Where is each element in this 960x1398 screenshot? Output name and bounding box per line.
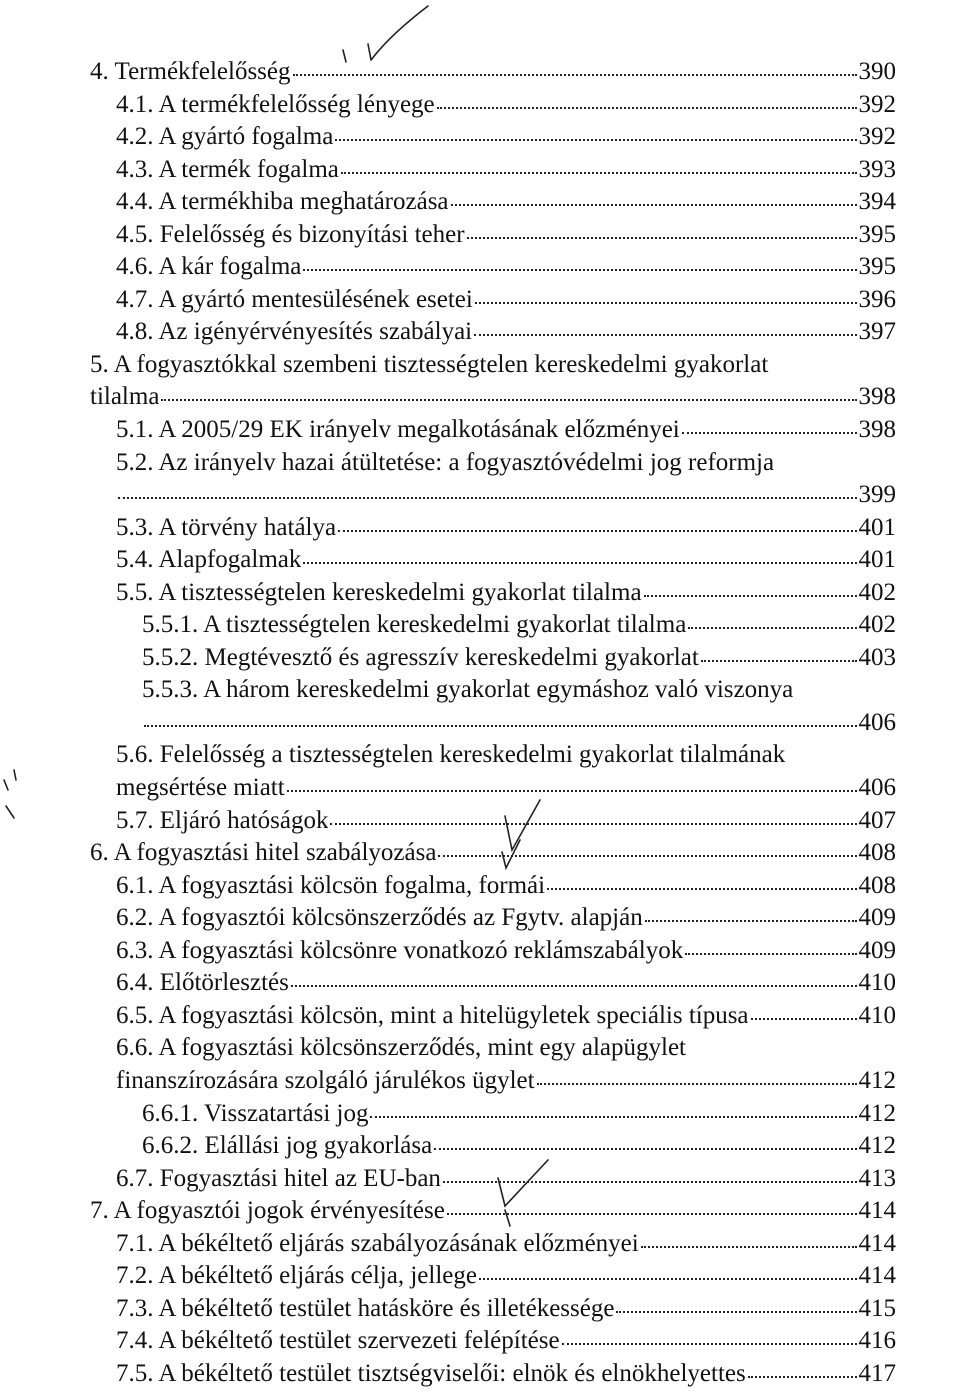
toc-entry — [90, 902, 896, 935]
toc-page-number: 414 — [858, 1197, 896, 1225]
toc-entry — [90, 512, 896, 545]
margin-mark — [4, 770, 16, 818]
toc-page-number: 414 — [858, 1262, 896, 1290]
toc-entry — [90, 284, 896, 317]
toc-entry-title: 4.3. A termék fogalma — [116, 155, 339, 183]
toc-page-number: 412 — [858, 1132, 896, 1160]
toc-page-number: 408 — [858, 871, 896, 899]
dot-leader — [616, 1311, 856, 1313]
toc-entry-title: 5.5. A tisztességtelen kereskedelmi gyakorlat tilalma — [116, 578, 642, 606]
toc-entry — [90, 316, 896, 349]
toc-entry — [90, 154, 896, 187]
toc-entry-title: 6.5. A fogyasztási kölcsön, mint a hitelügyletek speciális típusa — [116, 1001, 749, 1029]
toc-entry — [90, 1325, 896, 1358]
toc-page-number: 403 — [858, 643, 896, 671]
toc-entry — [90, 935, 896, 968]
dot-leader — [338, 530, 856, 532]
dot-leader — [291, 985, 857, 987]
dot-leader — [437, 107, 857, 109]
toc-entry-title: 5.1. A 2005/29 EK irányelv megalkotásának előzményei — [116, 416, 680, 444]
dot-leader — [341, 172, 857, 174]
toc-page-number: 402 — [858, 611, 896, 639]
toc-entry-title: 6.7. Fogyasztási hitel az EU-ban — [116, 1164, 441, 1192]
toc-entry — [90, 56, 896, 89]
toc-entry — [90, 577, 896, 610]
toc-entry — [90, 1163, 896, 1196]
toc-entry-line: 5.5.3. A három kereskedelmi gyakorlat egymáshoz való viszonya — [142, 676, 794, 704]
toc-entry — [90, 1358, 896, 1391]
pen-stroke-top — [368, 6, 428, 60]
toc-entry — [90, 1293, 896, 1326]
toc-page-number: 390 — [858, 58, 896, 85]
dot-leader — [641, 1246, 857, 1248]
toc-entry-title: 4.2. A gyártó fogalma — [116, 123, 334, 151]
toc-entry — [90, 1228, 896, 1261]
toc-entry-line: 5.6. Felelősség a tisztességtelen kereskedelmi gyakorlat tilalmának — [116, 741, 786, 769]
toc-entry-line: 5.2. Az irányelv hazai átültetése: a fogyasztóvédelmi jog reformja — [116, 448, 775, 476]
dot-leader — [467, 237, 857, 239]
toc-entry-title: 6.4. Előtörlesztés — [116, 969, 289, 997]
toc-entry-title: 6.6.1. Visszatartási jog — [142, 1099, 369, 1127]
dot-leader — [303, 269, 856, 271]
toc-entry — [90, 609, 896, 642]
toc-entry-title: megsértése miatt — [116, 774, 285, 802]
toc-page-number: 392 — [858, 90, 896, 118]
toc-entry-title: 4.1. A termékfelelősség lényege — [116, 90, 435, 118]
toc-page-number: 395 — [858, 220, 896, 248]
toc-entry-title: 6.6.2. Elállási jog gyakorlása — [142, 1132, 433, 1160]
toc-entry-title: 7.2. A békéltető eljárás célja, jellege — [116, 1262, 477, 1290]
toc-entry-title: 7.5. A békéltető testület tisztségviselői: elnök és elnökhelyettes — [116, 1359, 746, 1387]
toc-entry — [90, 381, 896, 414]
dot-leader — [330, 823, 856, 825]
toc-entry-title: 6. A fogyasztási hitel szabályozása — [90, 839, 437, 867]
dot-leader — [537, 1083, 857, 1085]
toc-entry — [90, 772, 896, 805]
toc-page-number: 401 — [858, 546, 896, 574]
toc-page-number: 409 — [858, 904, 896, 932]
toc-entry — [90, 186, 896, 219]
dot-leader — [303, 562, 856, 564]
dot-leader — [370, 1116, 856, 1118]
toc-entry — [90, 870, 896, 903]
toc-page-number: 395 — [858, 253, 896, 281]
toc-entry — [90, 251, 896, 284]
dot-leader — [118, 497, 857, 499]
toc-entry-title: 5.5.1. A tisztességtelen kereskedelmi gyakorlat tilalma — [142, 611, 687, 639]
dot-leader — [161, 399, 856, 401]
dot-leader — [751, 1018, 857, 1020]
toc-entry — [90, 967, 896, 1000]
toc-entry-title: 5.5.2. Megtévesztő és agresszív kereskedelmi gyakorlat — [142, 643, 699, 671]
toc-entry — [90, 1260, 896, 1293]
toc-entry-title: 5.3. A törvény hatálya — [116, 513, 337, 541]
toc-page-number: 412 — [858, 1099, 896, 1127]
toc-entry-title: 7.1. A békéltető eljárás szabályozásának előzményei — [116, 1229, 639, 1257]
toc-entry-title: 4.8. Az igényérvényesítés szabályai — [116, 318, 473, 346]
toc-entry-title: 5.7. Eljáró hatóságok — [116, 806, 329, 834]
toc-entry-line: 6.6. A fogyasztási kölcsönszerződés, mint egy alapügylet — [116, 1034, 687, 1062]
toc-page-number: 416 — [858, 1327, 896, 1355]
dot-leader — [479, 1278, 857, 1280]
toc-entry-title: 7.3. A békéltető testület hatásköre és illetékessége — [116, 1294, 615, 1322]
toc-page-number: 398 — [858, 416, 896, 444]
toc-entry — [90, 1098, 896, 1131]
toc-entry-title: 7. A fogyasztói jogok érvényesítése — [90, 1197, 445, 1225]
toc-page-number: 399 — [858, 481, 896, 509]
toc-entry-title: 4.4. A termékhiba meghatározása — [116, 188, 449, 216]
toc-page-number: 406 — [858, 774, 896, 802]
dot-leader — [144, 725, 857, 727]
toc-entry — [90, 707, 896, 740]
dot-leader — [685, 953, 856, 955]
toc-page-number: 413 — [858, 1164, 896, 1192]
toc-entry — [90, 479, 896, 512]
dot-leader — [451, 204, 857, 206]
toc-page-number: 393 — [858, 155, 896, 183]
toc-entry — [90, 1000, 896, 1033]
toc-entry-title: 4. Termékfelelősség — [90, 58, 291, 85]
toc-page-number: 397 — [858, 318, 896, 346]
dot-leader — [438, 855, 856, 857]
toc-entry-title: 4.7. A gyártó mentesülésének esetei — [116, 285, 473, 313]
toc-entry — [90, 1195, 896, 1228]
toc-entry-title: 6.1. A fogyasztási kölcsön fogalma, formái — [116, 871, 546, 899]
dot-leader — [748, 1376, 857, 1378]
toc-page-number: 406 — [858, 708, 896, 736]
toc-entry-title: finanszírozására szolgáló járulékos ügylet — [116, 1066, 535, 1094]
toc-entry — [90, 544, 896, 577]
toc-page-number: 412 — [858, 1066, 896, 1094]
toc-entry-title: 4.5. Felelősség és bizonyítási teher — [116, 220, 465, 248]
toc-page-number: 402 — [858, 578, 896, 606]
toc-entry — [90, 642, 896, 675]
toc-page-number: 415 — [858, 1294, 896, 1322]
toc-page-number: 396 — [858, 285, 896, 313]
dot-leader — [644, 595, 857, 597]
toc-page-number: 398 — [858, 383, 896, 411]
toc-page-number: 409 — [858, 936, 896, 964]
toc-page-number: 394 — [858, 188, 896, 216]
dot-leader — [701, 660, 857, 662]
dot-leader — [682, 432, 857, 434]
toc-entry-title: 6.3. A fogyasztási kölcsönre vonatkozó reklámszabályok — [116, 936, 684, 964]
toc-page-number: 417 — [858, 1359, 896, 1387]
dot-leader — [434, 1148, 856, 1150]
toc-entry — [90, 121, 896, 154]
dot-leader — [474, 334, 856, 336]
toc-entry — [90, 414, 896, 447]
toc-entry — [90, 1130, 896, 1163]
dot-leader — [688, 627, 856, 629]
dot-leader — [293, 74, 857, 76]
toc-page-number: 407 — [858, 806, 896, 834]
toc-page-number: 410 — [858, 969, 896, 997]
toc-entry — [90, 89, 896, 122]
toc-page-number: 392 — [858, 123, 896, 151]
toc-page-number: 414 — [858, 1229, 896, 1257]
toc-entry — [90, 837, 896, 870]
dot-leader — [335, 139, 856, 141]
toc-entry — [90, 805, 896, 838]
dot-leader — [475, 302, 857, 304]
toc-entry-title: 7.4. A békéltető testület szervezeti felépítése — [116, 1327, 560, 1355]
toc-entry-title: 5.4. Alapfogalmak — [116, 546, 302, 574]
dot-leader — [287, 790, 857, 792]
dot-leader — [443, 1181, 857, 1183]
toc-entry-line: 5. A fogyasztókkal szembeni tisztességtelen kereskedelmi gyakorlat — [90, 350, 769, 378]
toc-page-number: 408 — [858, 839, 896, 867]
dot-leader — [447, 1213, 857, 1215]
toc-page-number: 410 — [858, 1001, 896, 1029]
toc-page-number: 401 — [858, 513, 896, 541]
toc-entry — [90, 1065, 896, 1098]
dot-leader — [562, 1343, 857, 1345]
toc-entry-title: 6.2. A fogyasztói kölcsönszerződés az Fgytv. alapján — [116, 904, 643, 932]
dot-leader — [547, 888, 856, 890]
table-of-contents — [90, 56, 896, 1390]
toc-entry — [90, 219, 896, 252]
toc-entry-title: 4.6. A kár fogalma — [116, 253, 302, 281]
dot-leader — [645, 920, 857, 922]
toc-entry-title: tilalma — [90, 383, 160, 411]
